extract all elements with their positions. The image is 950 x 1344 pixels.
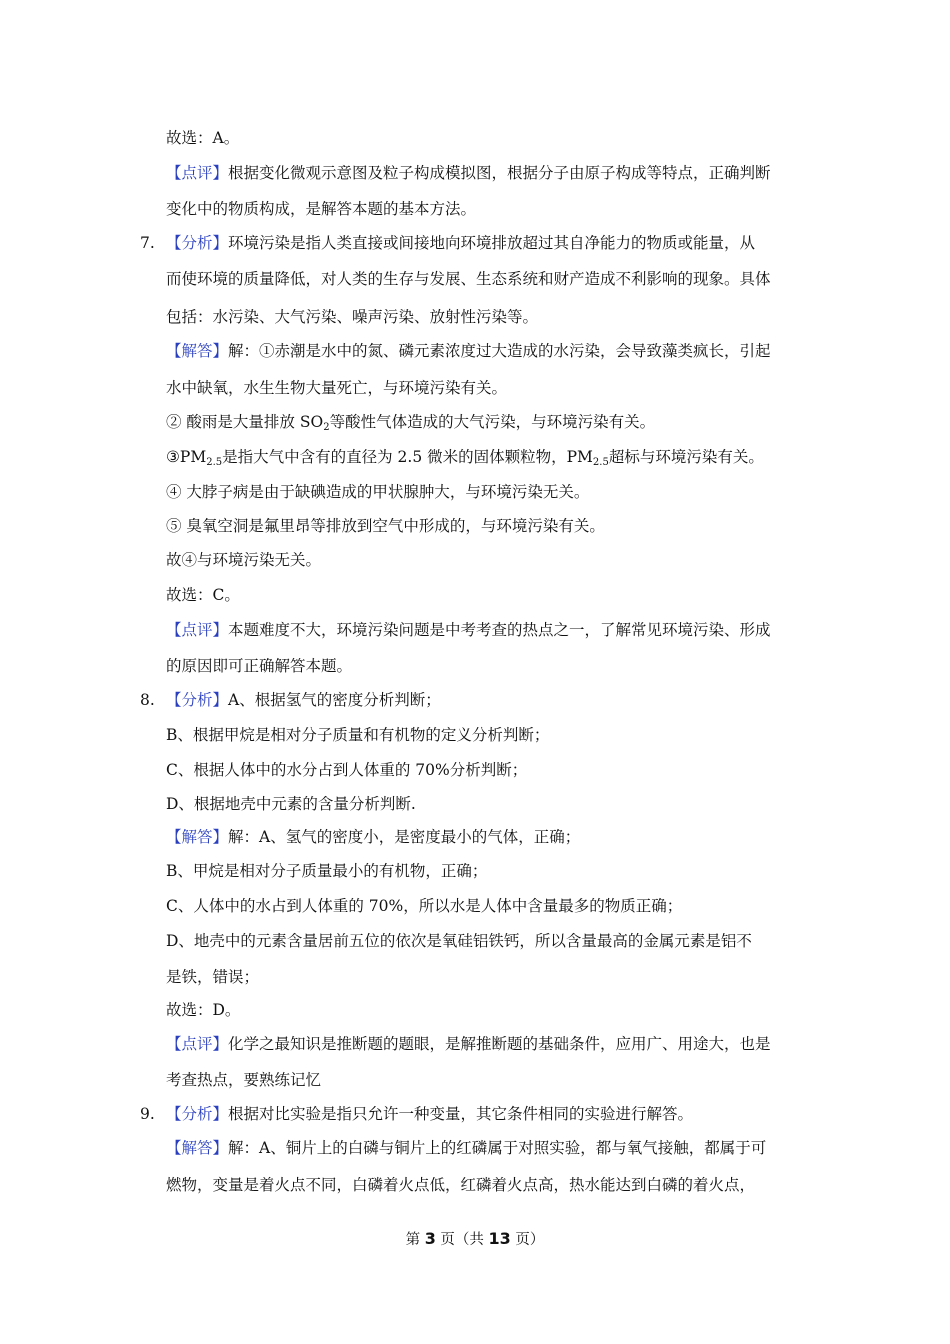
subscript: 2.5 bbox=[592, 457, 609, 468]
q7-analysis-cont-2: 包括：水污染、大气污染、噪声污染、放射性污染等。 bbox=[166, 308, 539, 326]
q7-item-4: ④ 大脖子病是由于缺碘造成的甲状腺肿大，与环境污染无关。 bbox=[166, 483, 590, 501]
q7-comment bbox=[166, 619, 771, 641]
q8-answer-d-cont: 是铁，错误； bbox=[166, 968, 260, 986]
comment-text: 根据变化微观示意图及粒子构成模拟图，根据分子由原子构成等特点，正确判断 bbox=[228, 164, 771, 182]
page-footer bbox=[0, 1228, 950, 1251]
q8-analysis-d: D、根据地壳中元素的含量分析判断. bbox=[166, 795, 416, 813]
answer-tag: 【解答】 bbox=[166, 342, 229, 360]
footer-text: 第 bbox=[405, 1232, 425, 1248]
q7-conclusion: 故④与环境污染无关。 bbox=[166, 551, 322, 569]
item-text: ② 酸雨是大量排放 SO bbox=[166, 413, 324, 431]
comment-text: 本题难度不大，环境污染问题是中考考查的热点之一，了解常见环境污染、形成 bbox=[228, 621, 771, 639]
item-text: ③PM bbox=[166, 448, 207, 466]
q8-answer-c: C、人体中的水占到人体重的 70%，所以水是人体中含量最多的物质正确； bbox=[166, 897, 683, 915]
answer-text: 解：①赤潮是水中的氮、磷元素浓度过大造成的水污染，会导致藻类疯长，引起 bbox=[228, 342, 771, 360]
q7-item-3 bbox=[166, 446, 764, 468]
footer-text: 页） bbox=[510, 1232, 545, 1248]
q8-analysis-b: B、根据甲烷是相对分子质量和有机物的定义分析判断； bbox=[166, 726, 550, 744]
q7-item-5: ⑤ 臭氧空洞是氟里昂等排放到空气中形成的，与环境污染有关。 bbox=[166, 517, 605, 535]
comment-tag: 【点评】 bbox=[166, 621, 229, 639]
subscript: 2.5 bbox=[206, 457, 223, 468]
item-text: 等酸性气体造成的大气污染，与环境污染有关。 bbox=[329, 413, 656, 431]
q7-choose: 故选：C。 bbox=[166, 586, 240, 604]
q8-answer-d: D、地壳中的元素含量居前五位的依次是氧硅铝铁钙，所以含量最高的金属元素是铝不 bbox=[166, 932, 752, 950]
item-text: 是指大气中含有的直径为 2.5 微米的固体颗粒物，PM bbox=[222, 448, 593, 466]
analysis-tag: 【分析】 bbox=[166, 691, 229, 709]
comment-tag: 【点评】 bbox=[166, 1035, 229, 1053]
q7-analysis-cont-1: 而使环境的质量降低，对人类的生存与发展、生态系统和财产造成不利影响的现象。具体 bbox=[166, 270, 771, 288]
q8-number: 8. bbox=[140, 691, 155, 709]
q8-choose: 故选：D。 bbox=[166, 1001, 241, 1019]
q8-analysis bbox=[166, 689, 441, 711]
analysis-text: 环境污染是指人类直接或间接地向环境排放超过其自净能力的物质或能量，从 bbox=[228, 234, 756, 252]
analysis-tag: 【分析】 bbox=[166, 234, 229, 252]
q8-comment bbox=[166, 1033, 771, 1055]
answer-tag: 【解答】 bbox=[166, 828, 229, 846]
comment-tag: 【点评】 bbox=[166, 164, 229, 182]
q9-number: 9. bbox=[140, 1105, 155, 1123]
q8-answer bbox=[166, 826, 580, 848]
q6-choose: 故选：A。 bbox=[166, 129, 240, 147]
q8-answer-b: B、甲烷是相对分子质量最小的有机物，正确； bbox=[166, 862, 488, 880]
analysis-text: A、根据氢气的密度分析判断； bbox=[228, 691, 441, 709]
answer-text: 解：A、氢气的密度小，是密度最小的气体，正确； bbox=[228, 828, 581, 846]
q8-comment-cont: 考查热点，要熟练记忆 bbox=[166, 1071, 322, 1089]
q7-comment-cont: 的原因即可正确解答本题。 bbox=[166, 657, 353, 675]
q8-analysis-c: C、根据人体中的水分占到人体重的 70%分析判断； bbox=[166, 761, 528, 779]
subscript: 2 bbox=[323, 422, 330, 433]
q7-analysis bbox=[166, 232, 755, 254]
answer-tag: 【解答】 bbox=[166, 1139, 229, 1157]
page-number: 3 bbox=[424, 1229, 436, 1248]
analysis-text: 根据对比实验是指只允许一种变量，其它条件相同的实验进行解答。 bbox=[228, 1105, 694, 1123]
q6-comment bbox=[166, 162, 771, 184]
analysis-tag: 【分析】 bbox=[166, 1105, 229, 1123]
q9-analysis bbox=[166, 1103, 693, 1125]
item-text: 超标与环境污染有关。 bbox=[608, 448, 764, 466]
q7-answer-cont: 水中缺氧，水生生物大量死亡，与环境污染有关。 bbox=[166, 379, 508, 397]
answer-text: 解：A、铜片上的白磷与铜片上的红磷属于对照实验，都与氧气接触，都属于可 bbox=[228, 1139, 767, 1157]
q7-number: 7. bbox=[140, 234, 155, 252]
q7-answer bbox=[166, 340, 771, 362]
page-total: 13 bbox=[488, 1229, 511, 1248]
comment-text: 化学之最知识是推断题的题眼，是解推断题的基础条件，应用广、用途大，也是 bbox=[228, 1035, 771, 1053]
q6-comment-cont: 变化中的物质构成，是解答本题的基本方法。 bbox=[166, 200, 477, 218]
q9-answer-cont: 燃物，变量是着火点不同，白磷着火点低，红磷着火点高，热水能达到白磷的着火点， bbox=[166, 1176, 756, 1194]
q7-item-2 bbox=[166, 411, 655, 433]
footer-text: 页（共 bbox=[435, 1232, 489, 1248]
q9-answer bbox=[166, 1137, 766, 1159]
